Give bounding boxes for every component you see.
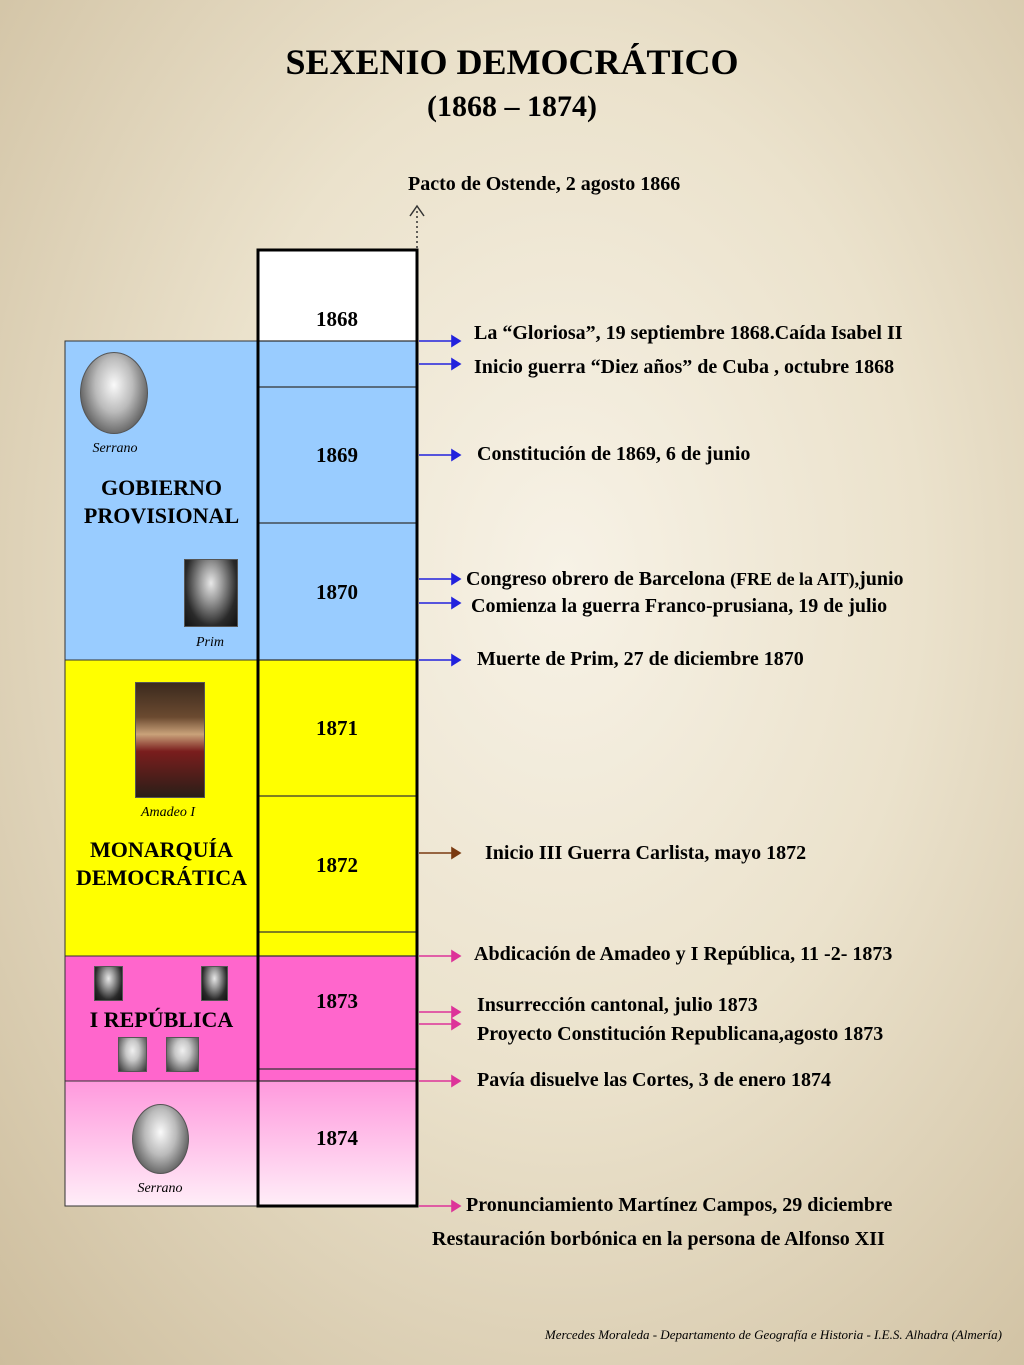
column-fill-republica — [258, 956, 417, 1081]
republic-president-portrait-icon — [166, 1037, 199, 1072]
event-guerra-carlista: Inicio III Guerra Carlista, mayo 1872 — [485, 842, 807, 864]
event-muerte-prim: Muerte de Prim, 27 de diciembre 1870 — [477, 648, 804, 670]
caption-serrano: Serrano — [92, 441, 138, 456]
event-constitucion-1869: Constitución de 1869, 6 de junio — [477, 443, 751, 465]
event-pavia: Pavía disuelve las Cortes, 3 de enero 1874 — [477, 1069, 832, 1091]
year-label-1873: 1873 — [316, 989, 358, 1013]
event-pronunciamiento: Pronunciamiento Martínez Campos, 29 diciembre — [466, 1194, 893, 1216]
year-label-1871: 1871 — [316, 716, 358, 740]
caption-prim: Prim — [196, 635, 224, 650]
republic-president-portrait-icon — [201, 966, 228, 1001]
serrano-portrait-icon — [80, 352, 148, 434]
year-label-1869: 1869 — [316, 443, 358, 467]
caption-amadeo: Amadeo I — [140, 805, 196, 820]
serrano-portrait-icon — [132, 1104, 189, 1174]
event-insurreccion-cantonal: Insurrección cantonal, julio 1873 — [477, 994, 758, 1016]
event-abdicacion-amadeo: Abdicación de Amadeo y I República, 11 -2- 1873 — [474, 943, 893, 965]
republic-president-portrait-icon — [94, 966, 123, 1001]
period-label-monarquia: MONARQUÍA DEMOCRÁTICA — [75, 837, 248, 890]
caption-serrano: Serrano — [137, 1181, 183, 1196]
event-gloriosa: La “Gloriosa”, 19 septiembre 1868.Caída Isabel II — [474, 322, 903, 344]
pacto-ostende-label: Pacto de Ostende, 2 agosto 1866 — [408, 173, 681, 195]
event-congreso-obrero: Congreso obrero de Barcelona (FRE de la AIT),junio — [466, 568, 904, 590]
event-guerra-cuba: Inicio guerra “Diez años” de Cuba , octubre 1868 — [474, 356, 895, 378]
event-arrows — [419, 336, 460, 1211]
prim-portrait-icon — [184, 559, 238, 627]
column-fill-monarquia — [258, 660, 417, 956]
year-label-1868: 1868 — [316, 307, 358, 331]
period-label-republica: I REPÚBLICA — [89, 1007, 234, 1032]
year-label-1874: 1874 — [316, 1126, 358, 1150]
event-restauracion: Restauración borbónica en la persona de Alfonso XII — [432, 1228, 885, 1250]
page-subtitle: (1868 – 1874) — [427, 90, 597, 123]
year-label-1872: 1872 — [316, 853, 358, 877]
page-title: SEXENIO DEMOCRÁTICO — [285, 42, 739, 82]
footer-credit: Mercedes Moraleda - Departamento de Geografía e Historia - I.E.S. Alhadra (Almería) — [544, 1327, 1002, 1342]
column-fill-gobierno — [258, 341, 417, 660]
year-label-1870: 1870 — [316, 580, 358, 604]
event-guerra-franco-prusiana: Comienza la guerra Franco-prusiana, 19 de julio — [471, 595, 888, 617]
republic-president-portrait-icon — [118, 1037, 147, 1072]
period-label-gobierno: GOBIERNO PROVISIONAL — [83, 475, 240, 528]
event-proyecto-constitucion: Proyecto Constitución Republicana,agosto 1873 — [477, 1023, 884, 1045]
amadeo-portrait-icon — [135, 682, 205, 798]
